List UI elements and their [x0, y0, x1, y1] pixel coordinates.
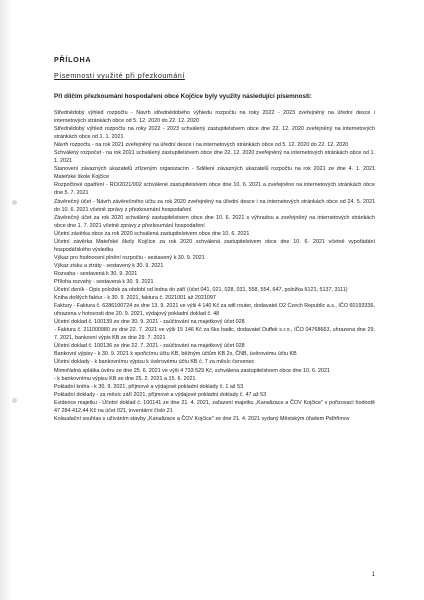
list-item: Pokladní doklady - za měsíc září 2021, příjmové a výdajové pokladní doklady č. 47 až 53	[54, 391, 267, 398]
list-item: Kolaudační souhlas s užíváním stavby „Kanalizace a ČOV Kojčice" ze dne 21. 4. 2021 vydaný Městským úřadem Pelhřimov	[54, 415, 350, 422]
list-item: Rozvaha - sestavená k 30. 9. 2021	[54, 270, 138, 277]
punch-hole-icon	[12, 398, 17, 403]
list-item: Závěrečný účet - Návrh závěrečného účtu za rok 2020 zveřejněný na úřední desce i na internetových stránkách obce od 24. 5. 2021 do 10. 6. 2021 včetně zprávy z přezkoumání hospodaření	[54, 198, 375, 213]
list-item: Stanovení závazných ukazatelů zřízeným organizacím - Sdělení závazných ukazatelů rozpočtu na rok 2021 ze dne 4. 1. 2021 Mateřské škole Kojčice	[54, 166, 375, 181]
list-item: Účetní deník - Opis položek za období od ledna do září (účet 041, 021, 028, 031, 558, 554, 647, položka 6121, 5137, 3111)	[54, 287, 348, 294]
document-list	[54, 109, 375, 423]
list-item: - k bankovnímu výpisu KB ze dne 25. 2. 2021 a 15. 6. 2021	[54, 375, 196, 382]
list-item: Střednědobý výhled rozpočtu - Návrh střednědobého výhledu rozpočtu na roky 2022 - 2023 zveřejněný na úřední desce i internetových stránkách obce od 5. 12. 2020 do 22. 12. 2020	[54, 110, 375, 125]
list-item: Pokladní kniha - k 30. 9. 2021, příjmové a výdajové pokladní doklady č. 1 až 53	[54, 383, 244, 390]
list-item: Účetní závěrka obce za rok 2020 schválená zastupitelstvem obce dne 10. 6. 2021	[54, 230, 250, 237]
list-item: Střednědobý výhled rozpočtu na roky 2022 - 2023 schválený zastupitelstvem obce dne 22. 12. 2020 zveřejněný na internetových stránkách obce od 1. 1. 2021	[54, 126, 375, 141]
list-item: Příloha rozvahy - sestavená k 30. 9. 2021	[54, 278, 154, 285]
punch-hole-icon	[12, 200, 17, 205]
list-item: Rozpočtové opatření - RO/2021/002 schválené zastupitelstvem obce dne 10. 6. 2021 a zveřejněno na internetových stránkách obce dne 5. 7. 2021	[54, 182, 375, 197]
scan-edge-shadow	[0, 0, 12, 600]
document-subheading: Písemnosti využité při přezkoumání	[54, 73, 185, 80]
list-item: Účetní doklad č. 100139 ze dne 30. 9. 2021 - zaúčtování na majetkový účet 028	[54, 319, 245, 326]
list-item: Faktury - Faktura č. 6286100724 ze dne 13. 9. 2021 ve výši 4 140 Kč za wifi router, dodavatel O2 Czech Republic a.s., IČO 60193336, uhrazena v hotovosti dne 20. 9. 2021, výdajový pokladní doklad č. 48	[54, 303, 375, 318]
document-heading: PŘÍLOHA	[54, 55, 92, 64]
list-item: Evidence majetku - Účetní doklad č. 100141 ze dne 21. 4. 2021, zařazení majetku „Kanalizace a ČOV Kojčice" v pořizovací hodnotě 47 284 412,44 Kč na účet 021, inventární číslo 21	[54, 399, 375, 414]
list-item: Účetní doklad č. 100136 ze dne 22. 7. 2021 - zaúčtování na majetkový účet 028	[54, 343, 245, 350]
list-item: Účetní závěrka Mateřské školy Kojčice za rok 2020 schválená zastupitelstvem obce dne 10. 6. 2021 včetně vypořádání hospodářského výsledku	[54, 238, 375, 253]
page-number: 1	[371, 572, 375, 578]
list-item: Účetní doklady - k bankovnímu výpisu k úvěrovému účtu KB č. 7 za měsíc červenec	[54, 359, 255, 366]
list-item: Závěrečný účet za rok 2020 schválený zastupitelstvem obce dne 10. 6. 2021 s výhradou a zveřejněný na internetových stránkách obce dne 1. 7. 2021 včetně zprávy z přezkoumání hospodaření	[54, 214, 375, 229]
list-item: Výkaz pro hodnocení plnění rozpočtu - sestavený k 30. 9. 2021	[54, 254, 205, 261]
list-item: - Faktura č. 211000980 ze dne 22. 7. 2021 ve výši 15 146 Kč za 6ks hadic, dodavatel Duffek s.r.o., IČO 04768663, uhrazena dne 29. 7. 2021, bankovní výpis KB ze dne 29. 7. 2021	[54, 327, 375, 342]
list-item: Kniha došlých faktur - k 30. 9. 2021, faktura č. 2021001 až 2021097	[54, 295, 216, 302]
list-item: Výkaz zisku a ztráty - sestavený k 30. 9. 2021	[54, 262, 164, 269]
intro-text: Při dílčím přezkoumání hospodaření obce Kojčice byly využity následující písemnosti:	[54, 93, 312, 100]
list-item: Návrh rozpočtu - na rok 2021 zveřejněný na úřední desce i na internetových stránkách obce od 5. 12. 2020 do 22. 12. 2020	[54, 142, 349, 149]
list-item: Mimořádná splátka úvěru ze dne 25. 6. 2021 ve výši 4 733 529 Kč, schválena zastupitelstvem obce dne 10. 6. 2021	[54, 367, 330, 374]
list-item: Bankovní výpisy - k 30. 9. 2021 k spořicímu účtu KB, běžným účtům KB 2x, ČNB, úvěrovému účtu KB	[54, 351, 297, 358]
list-item: Schválený rozpočet - na rok 2021 schválený zastupitelstvem obce dne 22. 12. 2020 zveřejněný na internetových stránkách obce od 1. 1. 2021	[54, 150, 375, 165]
